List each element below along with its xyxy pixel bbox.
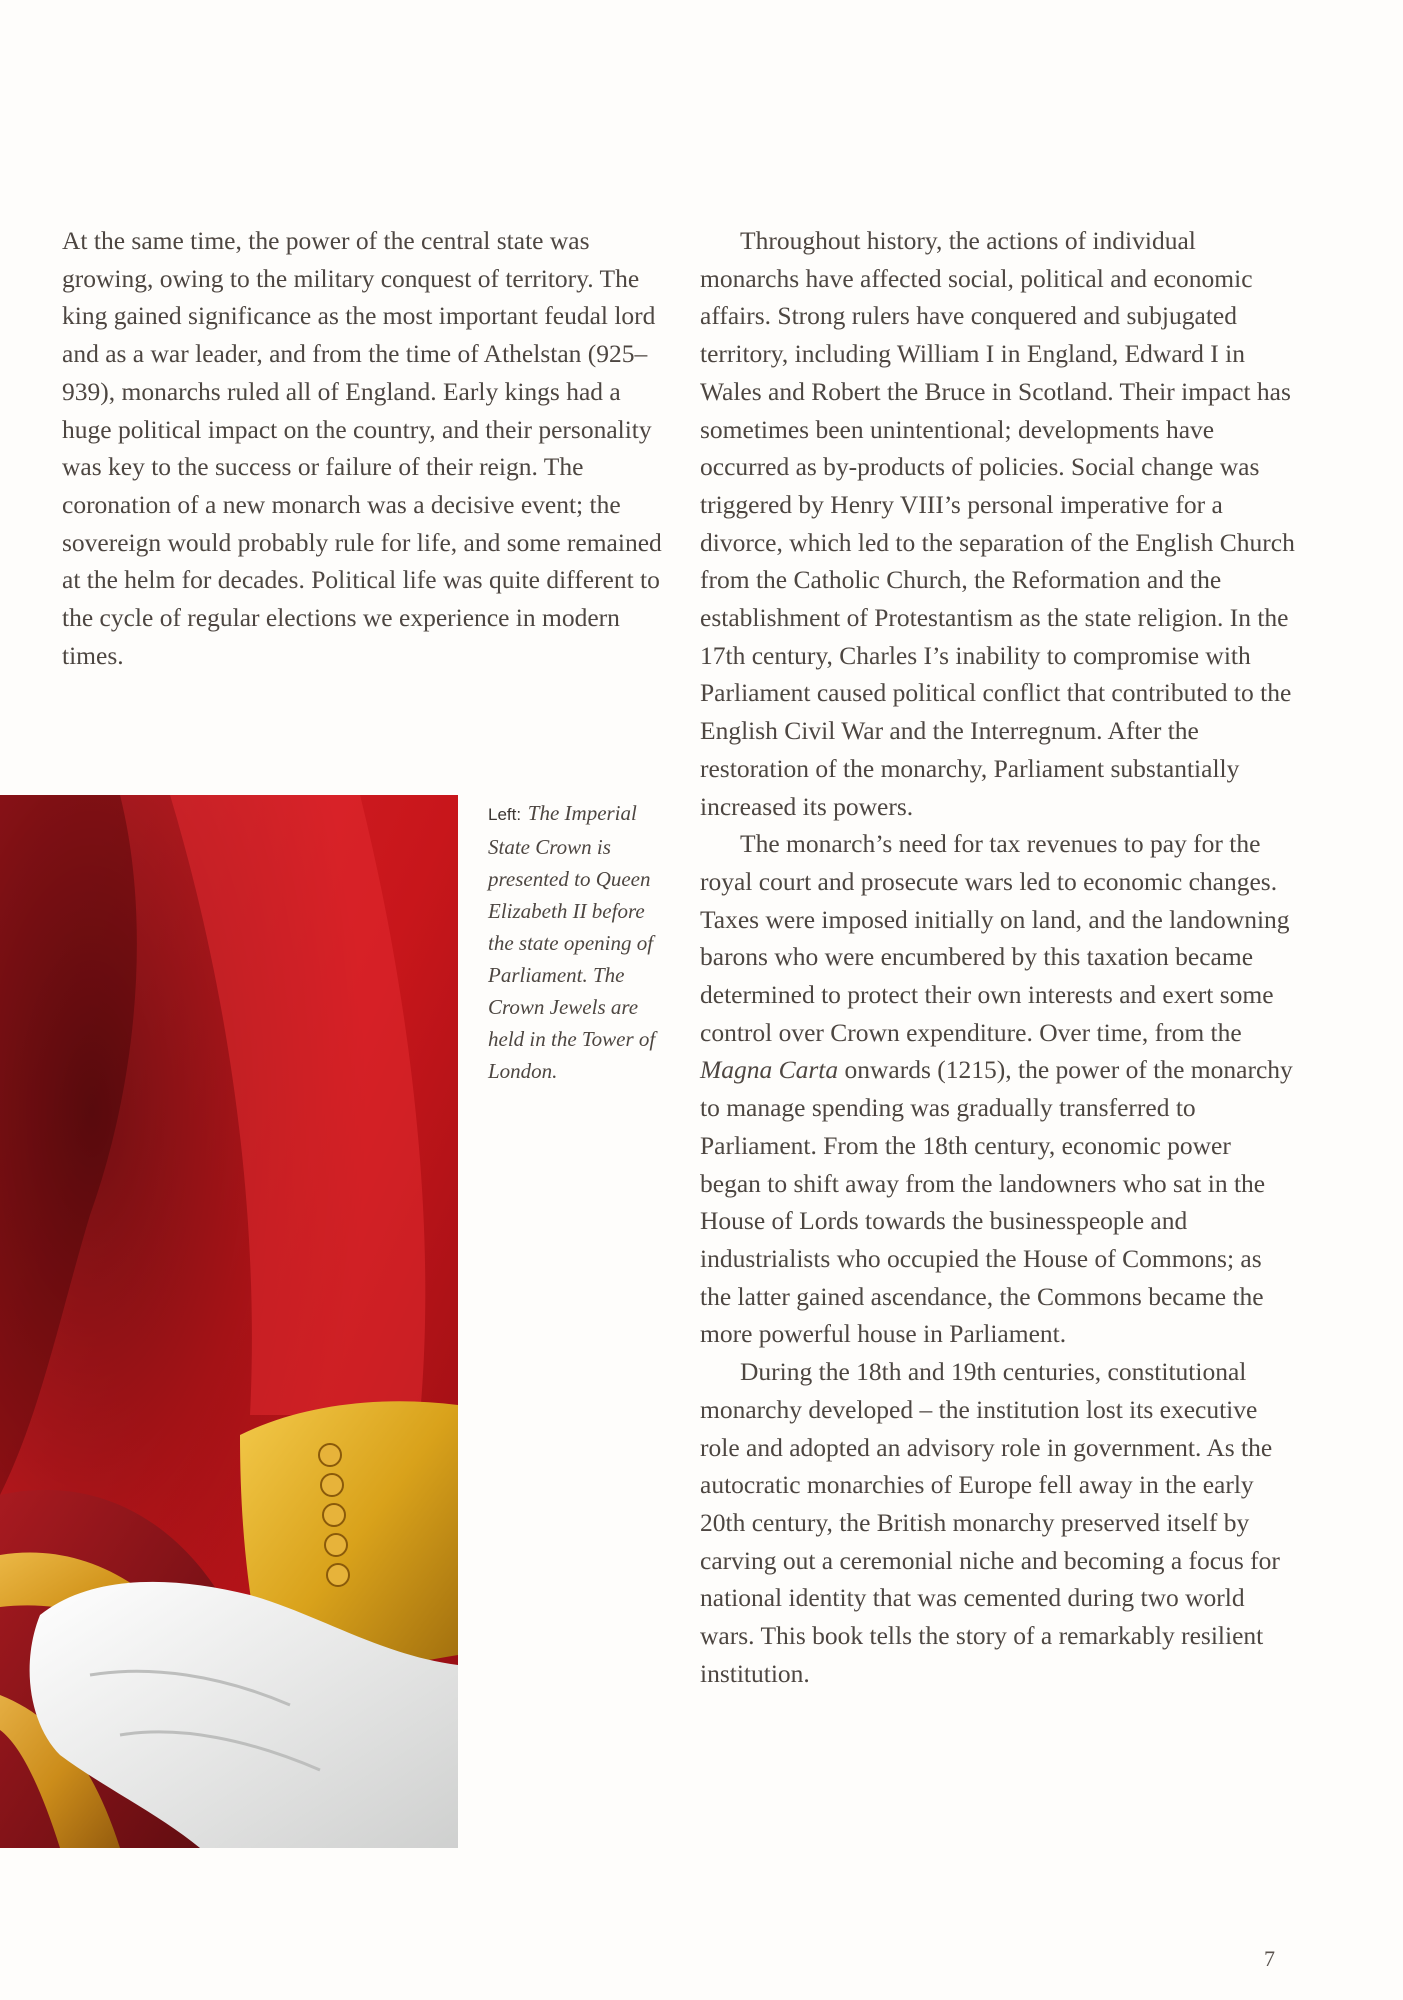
right-paragraph-2	[700, 825, 1295, 1353]
photo-illustration	[0, 795, 458, 1848]
caption-label: Left:	[488, 805, 522, 824]
left-paragraph: At the same time, the power of the central state was growing, owing to the military conquest of territory. The king gained significance as the most important feudal lord and as a war leader, and from the time of Athelstan (925–939), monarchs ruled all of England. Early kings had a huge political impact on the country, and their personality was key to the success or failure of their reign. The coronation of a new monarch was a decisive event; the sovereign would probably rule for life, and some remained at the helm for decades. Political life was quite different to the cycle of regular elections we experience in modern times.	[62, 226, 662, 670]
photo-crown-presentation	[0, 795, 458, 1848]
right-column	[700, 222, 1295, 1692]
left-column	[62, 222, 662, 674]
photo-caption	[488, 797, 658, 1087]
page-number: 7	[1264, 1946, 1275, 1971]
right-paragraph-3: During the 18th and 19th centuries, constitutional monarchy developed – the institution lost its executive role and adopted an advisory role in government. As the autocratic monarchies of Europe fell away in the early 20th century, the British monarchy preserved itself by carving out a ceremonial niche and becoming a focus for national identity that was cemented during two world wars. This book tells the story of a remarkably resilient institution.	[700, 1357, 1280, 1688]
caption-text: The Imperial State Crown is presented to Queen Elizabeth II before the state opening of Parliament. The Crown Jewels are held in the Tower of London.	[488, 801, 656, 1083]
right-paragraph-1: Throughout history, the actions of individual monarchs have affected social, political and economic affairs. Strong rulers have conquered and subjugated territory, including William I in England, Edward I in Wales and Robert the Bruce in Scotland. Their impact has sometimes been unintentional; developments have occurred as by-products of policies. Social change was triggered by Henry VIII’s personal imperative for a divorce, which led to the separation of the English Church from the Catholic Church, the Reformation and the establishment of Protestantism as the state religion. In the 17th century, Charles I’s inability to compromise with Parliament caused political conflict that contributed to the English Civil War and the Interregnum. After the restoration of the monarchy, Parliament substantially increased its powers.	[700, 226, 1295, 821]
right-paragraph-2-end: onwards (1215), the power of the monarchy to manage spending was gradually transferred to Parliament. From the 18th century, economic power began to shift away from the landowners who sat in the House of Lords towards the businesspeople and industrialists who occupied the House of Commons; as the latter gained ascendance, the Commons became the more powerful house in Parliament.	[700, 1055, 1293, 1349]
magna-carta-italic: Magna Carta	[700, 1055, 839, 1085]
right-paragraph-2-start: The monarch’s need for tax revenues to pay for the royal court and prosecute wars led to economic changes. Taxes were imposed initially on land, and the landowning barons who were encumbered by this taxation became determined to protect their own interests and exert some control over Crown expenditure. Over time, from the	[700, 829, 1290, 1047]
